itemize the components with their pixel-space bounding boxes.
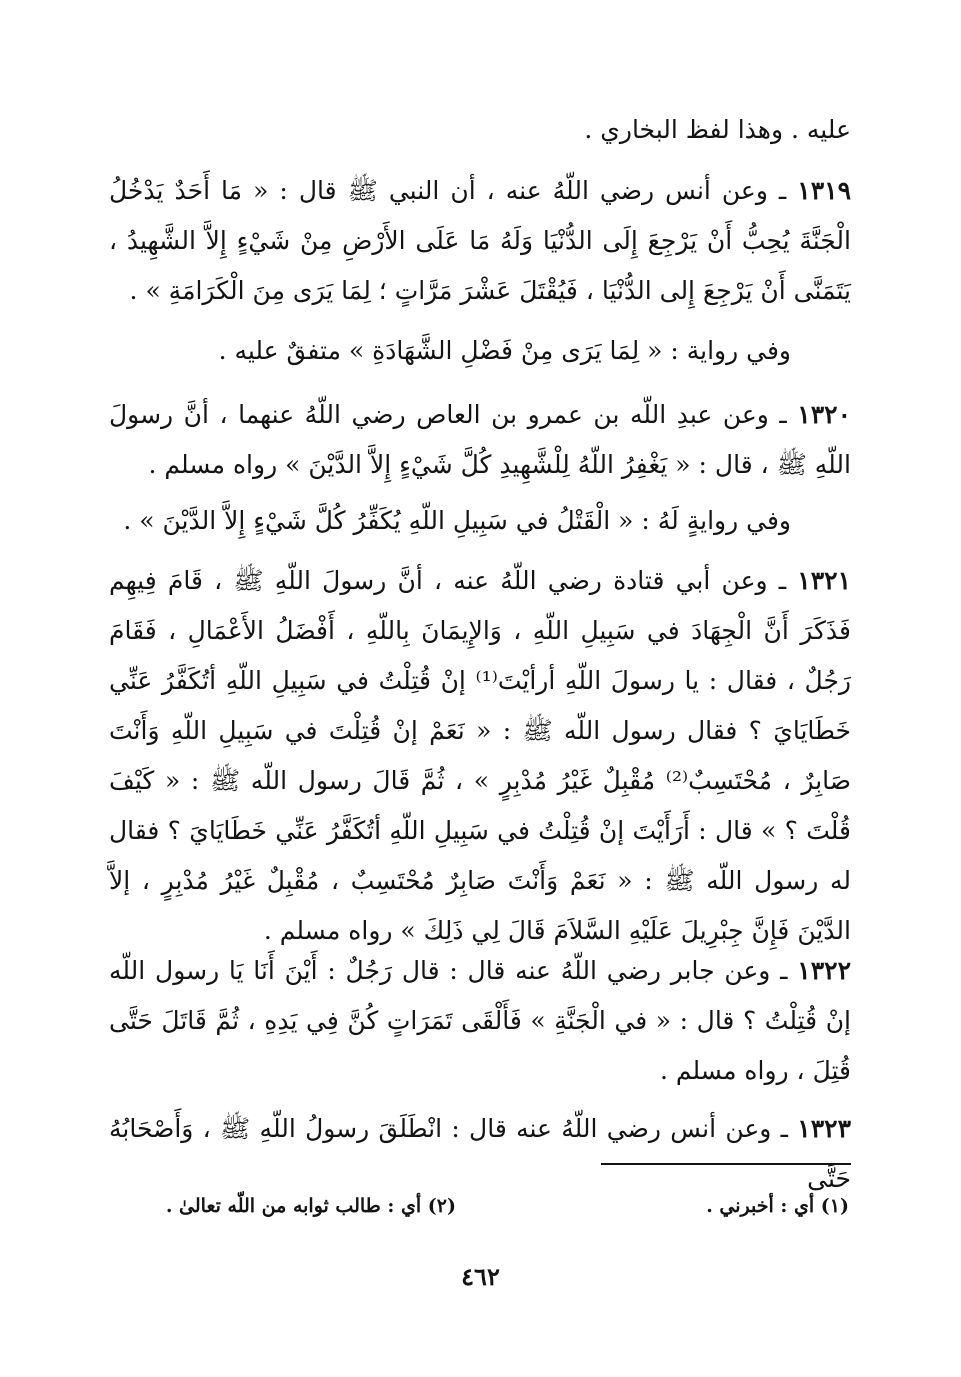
riwaya-1320 bbox=[109, 496, 851, 546]
riwaya-text: وفي روايةٍ لَهُ : « الْقَتْلُ في سَبِيلِ اللّهِ يُكَفِّرُ كُلَّ شَيْءٍ إِلاَّ الدَّيْنَ » . bbox=[123, 506, 791, 535]
riwaya-1319 bbox=[109, 326, 851, 376]
paragraph-continuation bbox=[109, 105, 851, 155]
paragraph-riwaya bbox=[109, 496, 851, 546]
hadith-1321 bbox=[109, 556, 851, 956]
paragraph-hadith-1319 bbox=[109, 166, 851, 316]
paragraph-hadith-1323 bbox=[109, 1104, 851, 1204]
riwaya-text: وفي رواية : « لِمَا يَرَى مِنْ فَضْلِ الشَّهَادَةِ » متفقٌ عليه . bbox=[218, 336, 791, 365]
hadith-number: ١٣٢٠ bbox=[797, 400, 851, 429]
page-number: ٤٦٢ bbox=[461, 1262, 500, 1291]
hadith-text: ـ وعن أنس رضي اللّهُ عنه قال : انْطَلَقَ رسولُ اللّهِ ﷺ ، وَأَصْحَابُهُ حَتَّى bbox=[109, 1114, 851, 1193]
hadith-text: ـ وعن أبي قتادة رضي اللّهُ عنه ، أنَّ رسولَ اللّهِ ﷺ ، قَامَ فِيهِم فَذَكَرَ أَنَّ الْجِهَادَ في سَبِيلِ اللّهِ ، وَالإِيمَانَ بِاللّهِ ، أَفْضَلُ الأَعْمَالِ ، فَقَامَ رَجُلٌ ، فقال : يا رسولَ اللّهِ أرأيْتَ⁽¹⁾ إنْ قُتِلْتُ في سَبِيلِ اللّهِ أتُكَفَّرُ عَنِّي خَطَايَايَ ؟ فقال رسول اللّه ﷺ : « نَعَمْ إنْ قُتِلْتَ في سَبِيلِ اللّهِ وَأَنْتَ صَابِرٌ ، مُحْتَسِبٌ⁽²⁾ مُقْبِلٌ غَيْرُ مُدْبِرٍ » ، ثُمَّ قَالَ رسول اللّه ﷺ : « كَيْفَ قُلْتَ ؟ » قال : أَرَأَيْتَ إنْ قُتِلْتُ في سَبِيلِ اللّهِ أتُكَفَّرُ عَنِّي خَطَايَايَ ؟ فقال له رسول اللّه ﷺ : « نَعَمْ وَأَنْتَ صَابِرٌ مُحْتَسِبٌ ، مُقْبِلٌ غَيْرُ مُدْبِرٍ ، إلاَّ الدَّيْنَ فَإِنَّ جِبْرِيلَ عَلَيْهِ السَّلاَمَ قَالَ لِي ذَلِكَ » رواه مسلم . bbox=[109, 566, 851, 945]
paragraph-text: عليه . وهذا لفظ البخاري . bbox=[584, 115, 851, 144]
hadith-text: ـ وعن جابر رضي اللّهُ عنه قال : قال رَجُلٌ : أَيْنَ أَنَا يَا رسول اللّه إنْ قُتِلْتُ ؟ قال : « في الْجَنَّةِ » فَأَلْقَى تَمَرَاتٍ كُنَّ فِي يَدِهِ ، ثُمَّ قَاتَلَ حَتَّى قُتِلَ ، رواه مسلم . bbox=[109, 956, 851, 1085]
hadith-1322 bbox=[109, 946, 851, 1096]
paragraph-riwaya bbox=[109, 326, 851, 376]
footnote-separator bbox=[601, 1163, 851, 1165]
hadith-1323 bbox=[109, 1104, 851, 1204]
hadith-number: ١٣١٩ bbox=[797, 176, 851, 205]
hadith-text: ـ وعن أنس رضي اللّهُ عنه ، أن النبي ﷺ قال : « مَا أَحَدٌ يَدْخُلُ الْجَنَّةَ يُحِبُّ أَنْ يَرْجِعَ إِلَى الدُّنْيَا وَلَهُ مَا عَلَى الأَرْضِ مِنْ شَيْءٍ إِلاَّ الشَّهِيدُ ، يَتَمَنَّى أَنْ يَرْجِعَ إِلى الدُّنْيَا ، فَيُقْتَلَ عَشْرَ مَرَّاتٍ ؛ لِمَا يَرَى مِنَ الْكَرَامَةِ » . bbox=[109, 176, 851, 305]
hadith-1320 bbox=[109, 390, 851, 490]
hadith-number: ١٣٢٣ bbox=[797, 1114, 851, 1143]
text-block-continuation bbox=[109, 105, 851, 155]
hadith-1319 bbox=[109, 166, 851, 316]
hadith-text: ـ وعن عبدِ اللّه بن عمرو بن العاص رضي اللّهُ عنهما ، أنَّ رسولَ اللّهِ ﷺ ، قال : « يَغْفِرُ اللّهُ لِلْشَّهِيدِ كُلَّ شَيْءٍ إِلاَّ الدَّيْنَ » رواه مسلم . bbox=[109, 400, 851, 479]
paragraph-hadith-1322 bbox=[109, 946, 851, 1096]
paragraph-hadith-1320 bbox=[109, 390, 851, 490]
hadith-number: ١٣٢٢ bbox=[797, 956, 851, 985]
hadith-number: ١٣٢١ bbox=[797, 566, 851, 595]
paragraph-hadith-1321 bbox=[109, 556, 851, 956]
footnote-1: (١) أي : أخبرني . bbox=[706, 1195, 849, 1217]
footnote-2: (٢) أي : طالب ثوابه من اللّه تعالىٰ . bbox=[165, 1195, 456, 1217]
